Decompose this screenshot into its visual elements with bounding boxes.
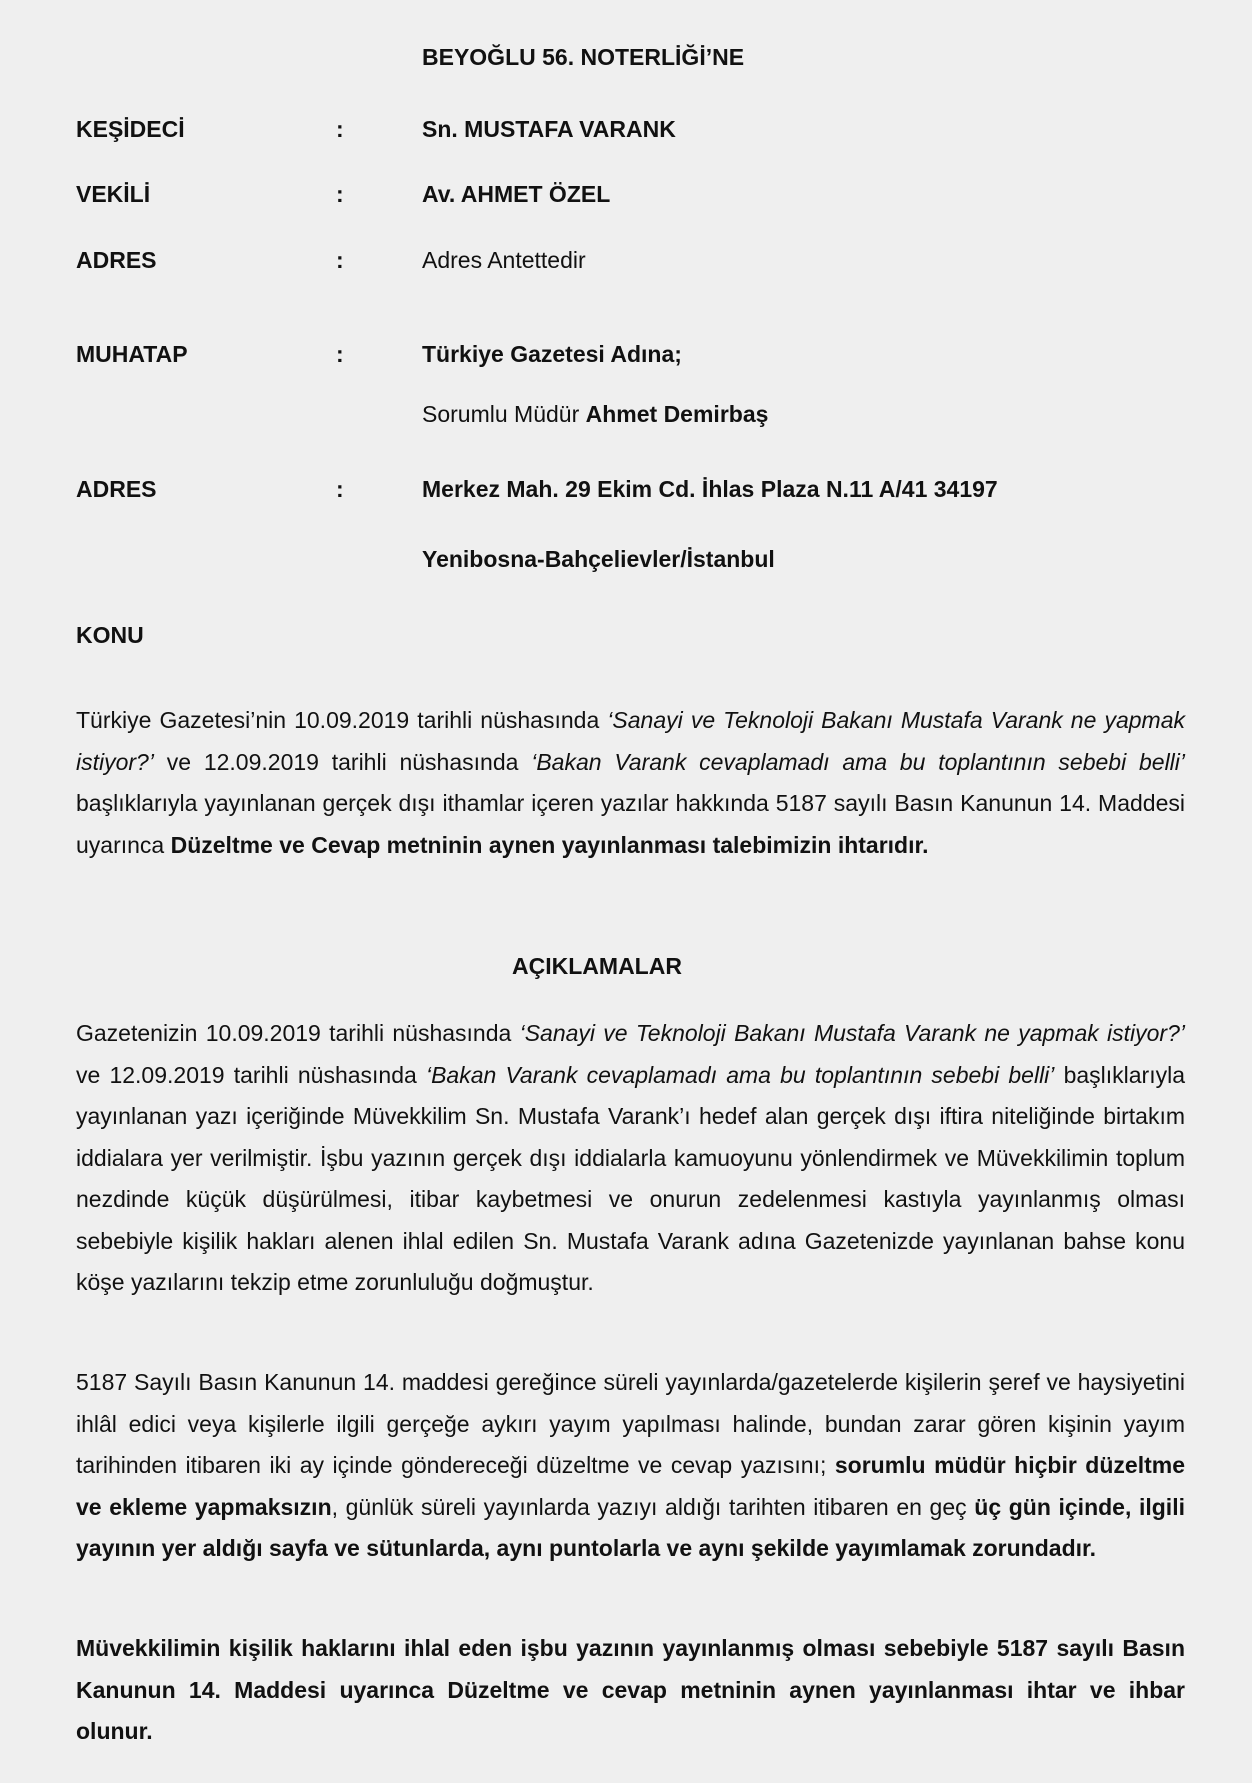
konu-heading: KONU <box>76 622 144 648</box>
keside-label: KEŞİDECİ <box>76 116 185 142</box>
muhatap-address-label: ADRES <box>76 476 157 502</box>
text-run: , günlük süreli yayınlarda yazıyı aldığı tarihten itibaren en geç <box>331 1493 975 1520</box>
muhatap-label: MUHATAP <box>76 341 188 367</box>
keside-value: Sn. MUSTAFA VARANK <box>422 116 676 142</box>
keside-colon: : <box>336 116 344 142</box>
text-run: ve 12.09.2019 tarihli nüshasında <box>153 748 532 775</box>
vekili-value: Av. AHMET ÖZEL <box>422 181 611 207</box>
text-run: ve 12.09.2019 tarihli nüshasında <box>76 1061 426 1088</box>
konu-paragraph <box>76 700 1185 866</box>
muhatap-line2 <box>422 401 768 428</box>
muhatap-address-colon: : <box>336 476 344 502</box>
muhatap-name: Ahmet Demirbaş <box>585 401 769 427</box>
text-run: başlıklarıyla yayınlanan gerçek dışı ithamlar içeren yazılar hakkında 5187 sayılı Basın Kanunun 14. Maddesi uyarınca <box>76 790 1185 858</box>
aciklamalar-heading: AÇIKLAMALAR <box>512 953 682 979</box>
demand-text: Düzeltme ve Cevap metninin aynen yayınlanması talebimizin ihtarıdır. <box>170 831 929 858</box>
vekili-label: VEKİLİ <box>76 181 151 207</box>
muhatap-address-line1: Merkez Mah. 29 Ekim Cd. İhlas Plaza N.11 A/41 34197 <box>422 476 998 502</box>
text-run: 5187 Sayılı Basın Kanunun 14. maddesi gereğince süreli yayınlarda/gazetelerde kişilerin şeref ve haysiyetini ihlâl edici veya kişilerle ilgili gerçeğe aykırı yayım yapılması halinde, bundan zarar gören kişinin yayım tarihinden itibaren iki ay içinde göndereceği düzeltme ve cevap yazısını; <box>76 1369 1185 1478</box>
aciklamalar-paragraph-2 <box>76 1362 1185 1570</box>
article-title-1: ‘Sanayi ve Teknoloji Bakanı Mustafa Varank ne yapmak istiyor?’ <box>76 707 1185 775</box>
muhatap-address-line2: Yenibosna-Bahçelievler/İstanbul <box>422 546 775 572</box>
text-run: Türkiye Gazetesi’nin 10.09.2019 tarihli nüshasında <box>76 707 608 733</box>
article-title-2: ‘Bakan Varank cevaplamadı ama bu toplantının sebebi belli’ <box>425 1061 1055 1088</box>
keside-address-label: ADRES <box>76 247 157 273</box>
emphasis-text: üç gün içinde, ilgili yayının yer aldığı sayfa ve sütunlarda, aynı puntolarla ve aynı şekilde yayımlamak zorundadır. <box>76 1493 1185 1561</box>
muhatap-line1: Türkiye Gazetesi Adına; <box>422 341 682 367</box>
text-run: başlıklarıyla yayınlanan yazı içeriğinde Müvekkilim Sn. Mustafa Varank’ı hedef alan gerçek dışı iftira niteliğinde birtakım iddialara yer verilmiştir. İşbu yazının gerçek dışı iddialarla kamuoyunu yönlendirmek ve Müvekkilimin toplum nezdinde küçük düşürülmesi, itibar kaybetmesi ve onurun zedelenmesi kastıyla yayınlanmış olması sebebiyle kişilik hakları alenen ihlal edilen Sn. Mustafa Varank adına Gazetenizde yayınlanan bahse konu köşe yazılarını tekzip etme zorunluluğu doğmuştur. <box>76 1061 1186 1295</box>
emphasis-text: sorumlu müdür hiçbir düzeltme ve ekleme yapmaksızın <box>76 1452 1185 1520</box>
muhatap-colon: : <box>336 341 344 367</box>
keside-address-colon: : <box>336 247 344 273</box>
keside-address-value: Adres Antettedir <box>422 247 586 273</box>
vekili-colon: : <box>336 181 344 207</box>
text-run: Gazetenizin 10.09.2019 tarihli nüshasında <box>76 1020 520 1046</box>
document-title: BEYOĞLU 56. NOTERLİĞİ’NE <box>422 44 745 70</box>
aciklamalar-paragraph-3: Müvekkilimin kişilik haklarını ihlal eden işbu yazının yayınlanmış olması sebebiyle 5187 sayılı Basın Kanunun 14. Maddesi uyarınca Düzeltme ve cevap metninin aynen yayınlanması ihtar ve ihbar olunur. <box>76 1635 1185 1744</box>
muhatap-role: Sorumlu Müdür <box>422 401 586 427</box>
aciklamalar-paragraph-1 <box>76 1013 1185 1304</box>
article-title-2: ‘Bakan Varank cevaplamadı ama bu toplantının sebebi belli’ <box>531 748 1186 775</box>
article-title-1: ‘Sanayi ve Teknoloji Bakanı Mustafa Varank ne yapmak istiyor?’ <box>519 1020 1185 1046</box>
